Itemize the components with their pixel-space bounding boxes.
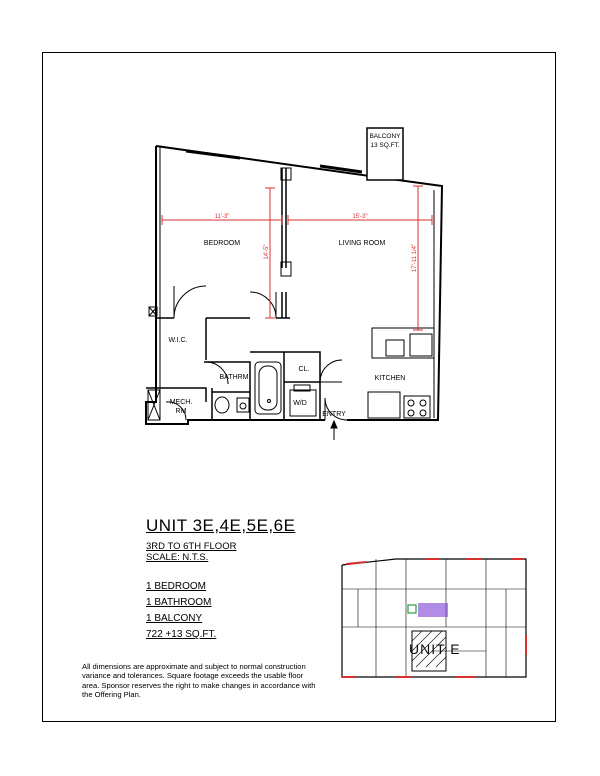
bedroom-depth-dimension: 14'-5"	[264, 244, 270, 260]
mech-room-label-2: RM	[175, 408, 187, 415]
living-depth-dimension: 17'-11 1/4"	[412, 243, 418, 273]
mech-room-label: MECH.	[169, 399, 193, 406]
living-width-dimension: 15'-3"	[352, 214, 368, 220]
interior-walls	[146, 168, 320, 420]
entry-label: ENTRY	[322, 411, 346, 418]
washer-dryer-label: W/D	[293, 400, 307, 407]
disclaimer: All dimensions are approximate and subject to normal construction variance and tolerances. Square footage exceeds the usable floor area. Sponsor reserves the right to make changes in accordance with the Offering Plan.	[82, 662, 316, 700]
bedrooms-count: 1 BEDROOM	[146, 581, 207, 592]
mech-room-hatch	[148, 307, 160, 420]
living-room-label: LIVING ROOM	[338, 240, 386, 247]
entry-arrow-icon	[331, 421, 337, 440]
unit-title: UNIT 3E,4E,5E,6E	[146, 516, 296, 535]
bedroom-width-dimension: 11'-3"	[214, 214, 230, 220]
dimension-lines	[162, 186, 432, 330]
balcony-area-label: 13 SQ.FT.	[370, 142, 400, 149]
floors-text: 3RD TO 6TH FLOOR	[146, 541, 237, 552]
windows	[186, 151, 362, 172]
balcony-count: 1 BALCONY	[146, 613, 203, 624]
bedroom-label: BEDROOM	[203, 240, 241, 247]
area-text: 722 +13 SQ.FT.	[146, 629, 217, 640]
wic-label: W.I.C.	[168, 337, 188, 344]
unit-info	[146, 516, 295, 643]
unit-highlight	[408, 603, 448, 671]
key-plan	[336, 555, 532, 687]
balcony	[367, 128, 403, 180]
bathrooms-count: 1 BATHROOM	[146, 597, 212, 608]
balcony-label: BALCONY	[369, 133, 401, 140]
closet-label: CL.	[298, 366, 310, 373]
kitchen-label: KITCHEN	[374, 375, 406, 382]
scale-text: SCALE: N.T.S.	[146, 552, 209, 563]
bathroom-label: BATHRM	[219, 374, 249, 381]
key-plan-unit-label: UNIT E	[409, 641, 461, 657]
